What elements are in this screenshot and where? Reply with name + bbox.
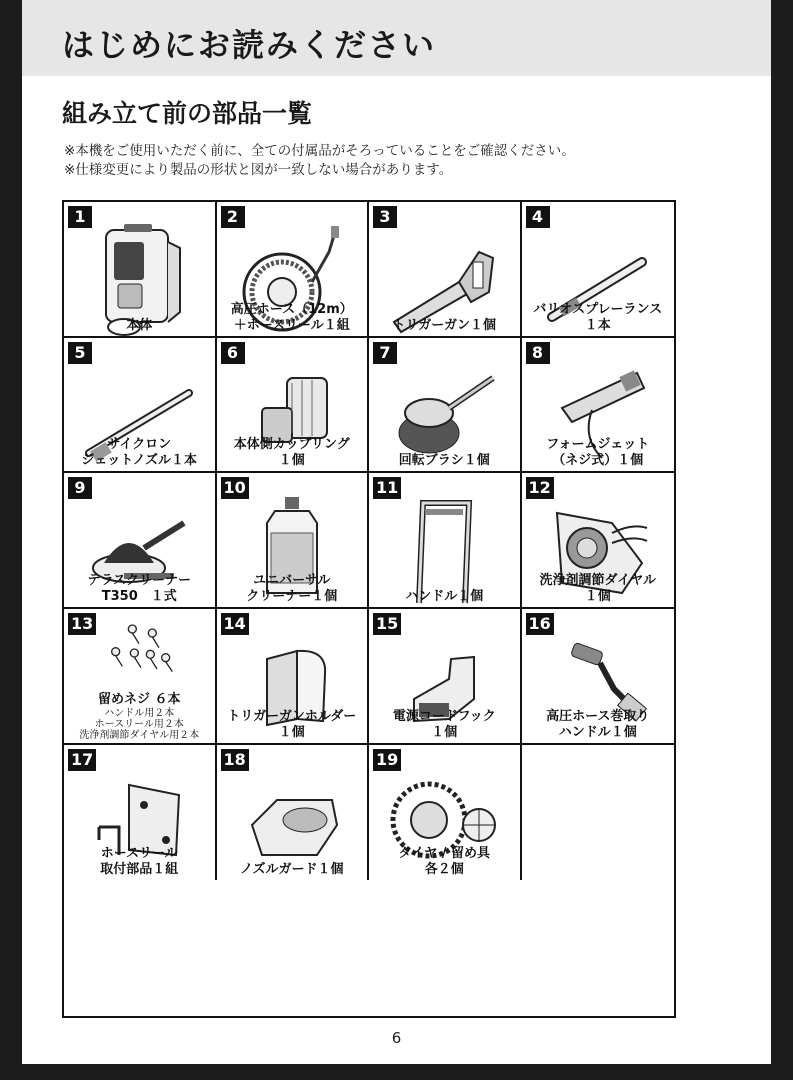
part-label-line: 本体側カップリング [233,437,350,453]
note-line: ※本機をご使用いただく前に、全ての付属品がそろっていることをご確認ください。 [64,143,575,159]
part-label [369,453,520,469]
screws-illustration [84,621,194,701]
part-label-line: フォームジェット [546,437,650,453]
part-number: 15 [373,613,401,635]
part-cell-14 [217,609,370,745]
notes [64,142,575,180]
part-cell-13 [64,609,217,745]
part-cell-12 [522,473,675,609]
part-sublabel: ホースリール用２本 [94,718,184,730]
part-cell-15 [369,609,522,745]
part-cell-3 [369,202,522,338]
part-label-line: T350 １式 [101,589,177,604]
part-label-line: テラスクリーナー [87,573,192,588]
part-label-line: ＋ホースリール１組 [233,317,350,333]
part-label-line: ホースリール [100,846,178,862]
part-cell-10 [217,473,370,609]
part-label-line: 本体 [126,317,153,333]
manual-page [22,0,771,1064]
part-label-line: 取付部品１組 [100,862,179,878]
part-number: 6 [221,342,245,364]
part-number: 5 [68,342,92,364]
part-label-line: 高圧ホース巻取り [546,708,650,724]
part-label-line: タイヤ / 留め具 [398,846,491,862]
part-cell-17 [64,745,217,881]
part-label-line: トリガーガン１個 [392,317,497,333]
part-sublabel: ハンドル用２本 [104,707,175,719]
part-label-line: １本 [584,317,611,333]
part-label [64,573,215,605]
part-label [217,302,368,334]
part-label-line: （ネジ式）１個 [552,453,644,469]
part-number: 3 [373,206,397,228]
part-number: 10 [221,477,249,499]
part-label-line: １個 [278,724,305,740]
part-number: 4 [526,206,550,228]
part-label [217,862,368,878]
part-number: 9 [68,477,92,499]
part-cell-19 [369,745,522,881]
part-label [522,573,675,605]
part-label-line: 各２個 [424,862,464,878]
part-label [64,437,215,469]
part-cell-1 [64,202,217,338]
part-label-line: ノズルガード１個 [240,862,344,878]
part-number: 2 [221,206,245,228]
part-number: 8 [526,342,550,364]
part-label [522,709,675,741]
part-number: 13 [68,613,96,635]
page-title: はじめにお読みください [62,26,437,64]
part-cell-4 [522,202,675,338]
part-cell-16 [522,609,675,745]
part-label [64,692,215,741]
part-label-line: 留めネジ ６本 [97,691,181,707]
part-cell-8 [522,338,675,474]
part-label-line: サイクロン [107,437,172,453]
part-label [64,846,215,878]
part-label-line: ジェットノズル１本 [81,453,197,469]
part-number: 14 [221,613,249,635]
part-cell-9 [64,473,217,609]
part-cell-7 [369,338,522,474]
part-label-line: トリガーガンホルダー [227,708,357,724]
page-number: 6 [391,1029,402,1047]
part-label [369,709,520,741]
part-cell-2 [217,202,370,338]
part-number: 19 [373,749,401,771]
part-cell-18 [217,745,370,881]
part-number: 7 [373,342,397,364]
part-label [369,589,520,605]
part-label [217,573,368,605]
part-number: 11 [373,477,401,499]
part-label [217,437,368,469]
part-label [217,709,368,741]
part-number: 12 [526,477,554,499]
part-label-line: ハンドル１個 [405,589,484,604]
part-number: 16 [526,613,554,635]
part-label-line: 電源コードフック [392,708,496,724]
part-label [64,318,215,334]
part-label [369,318,520,334]
empty-cell [522,745,675,881]
part-label-line: 回転ブラシ１個 [398,453,490,469]
part-cell-11 [369,473,522,609]
part-label [369,846,520,878]
part-label-line: １個 [431,724,458,740]
part-label-line: 洗浄剤調節ダイヤル [539,573,657,588]
part-label [522,437,675,469]
part-number: 17 [68,749,96,771]
part-label-line: バリオスプレーランス [533,301,663,317]
part-number: 18 [221,749,249,771]
part-cell-5 [64,338,217,474]
part-number: 1 [68,206,92,228]
part-label-line: クリーナー１個 [246,589,338,604]
part-label [522,302,675,334]
part-label-line: １個 [278,453,305,469]
part-sublabel: 洗浄剤調節ダイヤル用２本 [79,729,200,741]
section-title: 組み立て前の部品一覧 [62,99,313,128]
part-label-line: ユニバーサル [253,573,331,588]
part-label-line: １個 [584,589,611,604]
parts-grid [62,200,676,1018]
part-cell-6 [217,338,370,474]
part-label-line: ハンドル１個 [558,724,637,740]
note-line: ※仕様変更により製品の形状と図が一致しない場合があります。 [64,162,453,178]
part-label-line: 高圧ホース（12m） [230,301,353,317]
